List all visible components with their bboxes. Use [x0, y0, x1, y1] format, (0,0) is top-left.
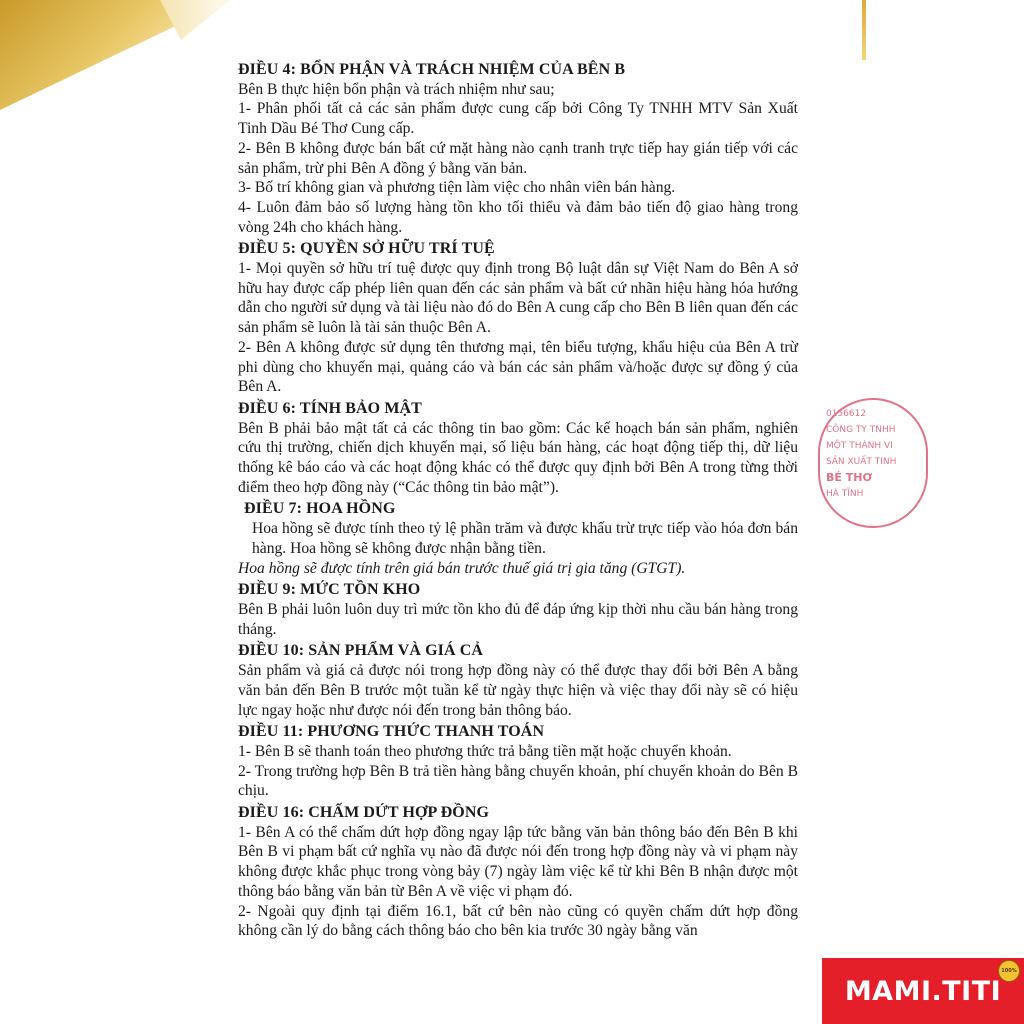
section-text: 4- Luôn đảm bảo số lượng hàng tồn kho tối thiểu và đảm bảo tiến độ giao hàng trong vòng 24h cho khách hàng.	[238, 198, 798, 236]
quality-badge-icon: 100%	[998, 960, 1020, 982]
section-text: 1- Mọi quyền sở hữu trí tuệ được quy định trong Bộ luật dân sự Việt Nam do Bên A sở hữu hay được cấp phép liên quan đến các sản phẩm và bất cứ nhãn hiệu hàng hóa hướng dẫn cho người sử dụng và tài liệu nào đó do Bên A cung cấp cho Bên B liên quan đến các sản phẩm sẽ luôn là tài sản thuộc Bên A.	[238, 260, 798, 337]
logo-text: MAMI.TITI	[844, 975, 1002, 1007]
company-stamp	[818, 398, 897, 528]
section-text: 1- Bên A có thể chấm dứt hợp đồng ngay lập tức bằng văn bản thông báo đến Bên B khi Bên B vi phạm bất cứ nghĩa vụ nào đã được nói đến trong hợp đồng này và vi phạm này không được khắc phục trong vòng bảy (7) ngày làm việc kể từ khi Bên B nhận được một thông báo bằng văn bản từ Bên A về việc vi phạm đó.	[238, 823, 798, 900]
page-corner-highlight	[160, 0, 230, 40]
stamp-line: CÔNG TY TNHH	[826, 425, 896, 435]
page-edge-decoration	[862, 0, 866, 60]
section-text: 2- Ngoài quy định tại điểm 16.1, bất cứ bên nào cũng có quyền chấm dứt hợp đồng không cần lý do bằng cách thông báo cho bên kia trước 30 ngày bằng văn	[238, 902, 798, 940]
section-heading-dieu7: ĐIỀU 7: HOA HỒNG	[244, 500, 396, 518]
contract-document	[238, 58, 798, 941]
section-text: 1- Phân phối tất cả các sản phẩm được cung cấp bởi Công Ty TNHH MTV Sản Xuất Tinh Dầu Bé Thơ Cung cấp.	[238, 100, 798, 138]
section-text: 2- Trong trường hợp Bên B trả tiền hàng bằng chuyển khoản, phí chuyển khoản do Bên B chịu.	[238, 762, 798, 800]
section-text: Sản phẩm và giá cả được nói trong hợp đồng này có thể được thay đổi bởi Bên A bằng văn bản đến Bên B trước một tuần kể từ ngày thực hiện và việc thay đổi này sẽ có hiệu lực ngay hoặc như được nói đến trong bản thông báo.	[238, 662, 798, 719]
stamp-line: BÉ THƠ	[826, 471, 873, 484]
section-text: 2- Bên B không được bán bất cứ mặt hàng nào cạnh tranh trực tiếp hay gián tiếp với các sản phẩm, trừ phi Bên A đồng ý bằng văn bản.	[238, 139, 798, 177]
section-heading-dieu10: ĐIỀU 10: SẢN PHẨM VÀ GIÁ CẢ	[238, 642, 484, 660]
stamp-line: HÀ TĨNH	[826, 489, 864, 499]
stamp-line: MỘT THÀNH VI	[826, 441, 893, 451]
section-text: 1- Bên B sẽ thanh toán theo phương thức trả bằng tiền mặt hoặc chuyển khoản.	[238, 742, 732, 760]
section-heading-dieu5: ĐIỀU 5: QUYỀN SỞ HỮU TRÍ TUỆ	[238, 240, 495, 258]
section-text: 3- Bố trí không gian và phương tiện làm việc cho nhân viên bán hàng.	[238, 179, 676, 197]
section-heading-dieu6: ĐIỀU 6: TÍNH BẢO MẬT	[238, 399, 422, 417]
mamititi-watermark-logo	[822, 958, 1024, 1024]
stamp-seal	[818, 398, 928, 528]
section-heading-dieu16: ĐIỀU 16: CHẤM DỨT HỢP ĐỒNG	[238, 804, 490, 822]
stamp-line: 0156612	[826, 409, 867, 419]
section-text: Hoa hồng sẽ được tính trên giá bán trước thuế giá trị gia tăng (GTGT).	[238, 559, 686, 577]
section-heading-dieu4: ĐIỀU 4: BỔN PHẬN VÀ TRÁCH NHIỆM CỦA BÊN B	[238, 61, 626, 78]
section-heading-dieu11: ĐIỀU 11: PHƯƠNG THỨC THANH TOÁN	[238, 723, 545, 741]
stamp-line: SẢN XUẤT TINH	[826, 457, 897, 467]
section-text: 2- Bên A không được sử dụng tên thương mại, tên biểu tượng, khẩu hiệu của Bên A trừ phi dùng cho khuyến mại, quảng cáo và bán các sản phẩm và/hoặc được sự đồng ý của Bên A.	[238, 338, 798, 396]
section-text: Bên B phải bảo mật tất cả các thông tin bao gồm: Các kế hoạch bán sản phẩm, nghiên cứu thị trường, chiến dịch khuyến mại, số liệu bán hàng, các hoạt động tiếp thị, dữ liệu thống kê báo cáo và các hoạt động khác có thể được quy định bởi Bên A trong từng thời điểm theo hợp đồng này (“Các thông tin bảo mật”).	[238, 419, 798, 496]
section-text: Hoa hồng sẽ được tính theo tỷ lệ phần trăm và được khấu trừ trực tiếp vào hóa đơn bán hàng. Hoa hồng sẽ không được nhận bằng tiền.	[252, 520, 798, 557]
section-heading-dieu9: ĐIỀU 9: MỨC TỒN KHO	[238, 581, 421, 599]
section-text: Bên B thực hiện bổn phận và trách nhiệm như sau;	[238, 80, 555, 98]
section-text: Bên B phải luôn luôn duy trì mức tồn kho đủ để đáp ứng kịp thời nhu cầu bán hàng trong tháng.	[238, 600, 798, 638]
